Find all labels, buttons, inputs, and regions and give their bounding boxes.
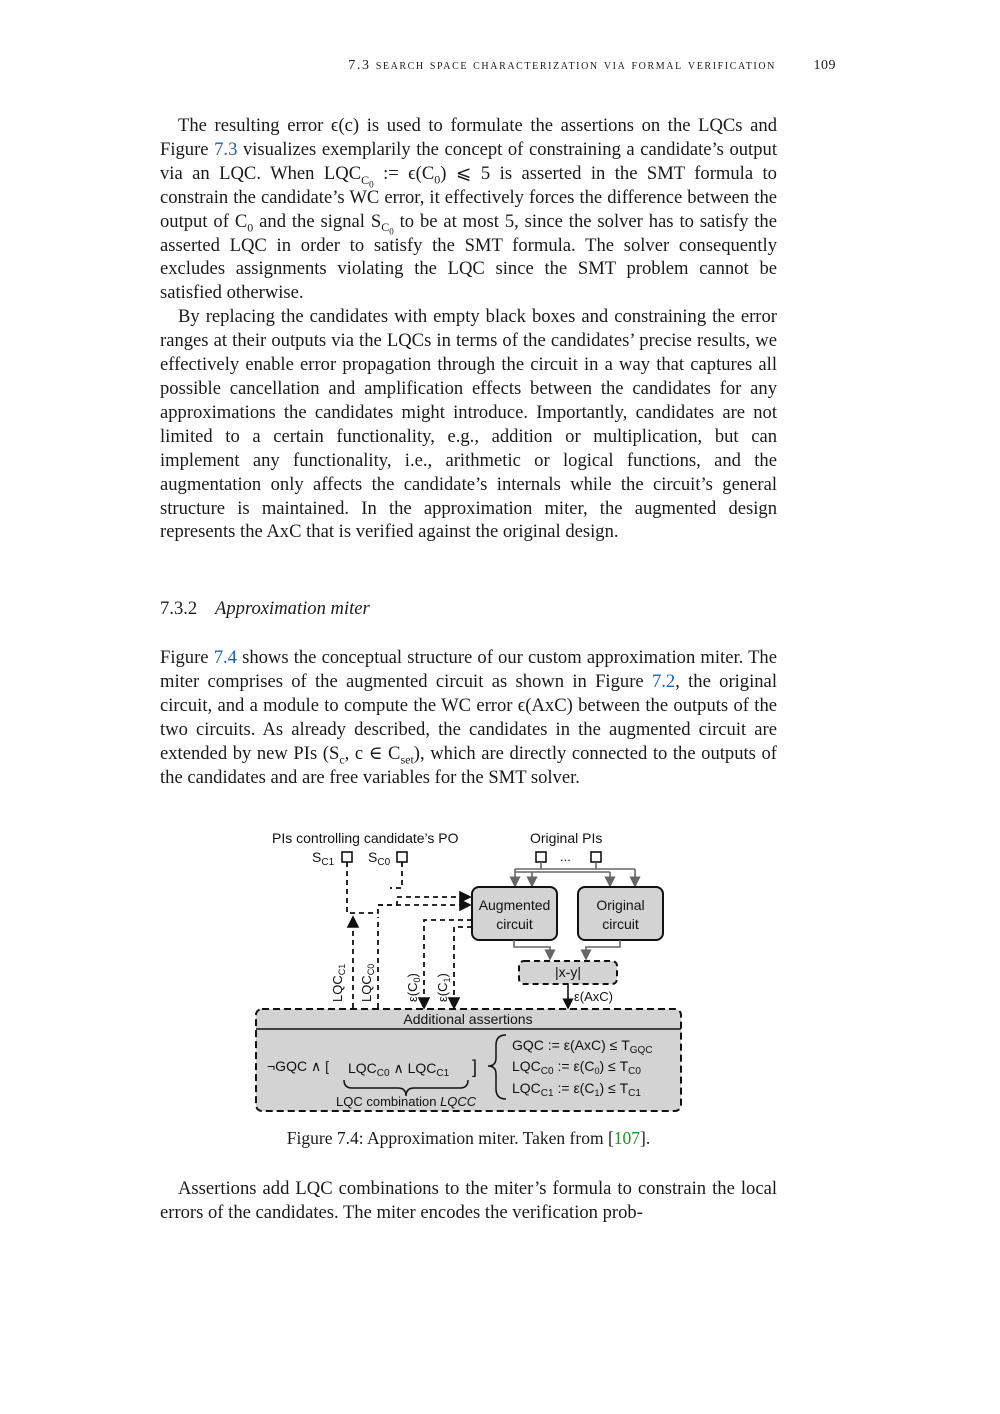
paragraph-1: The resulting error ϵ(c) is used to formulate the assertions on the LQCs and Figure 7.3 visualizes exemplarily the concept of constraining a candidate’s output via an LQC. When $LQC_{C_0}$ := $\epsilon(C_0)$ ⩽ 5 is asserted in the SMT formula to constrain the candidate’s WC error, it effectively forces the difference between the output of $C_0$ and the signal $S_{C_0}$ to be at most 5, since the solver has to satisfy the asserted LQC in order to satisfy the SMT formula. The solver consequently excludes assignments violating the LQC since the SMT problem cannot be satisfied otherwise.: [160, 115, 777, 304]
section-number: 7.3.2: [160, 598, 198, 619]
original-label-1: Original: [596, 897, 645, 913]
abs-diff-label: |x-y|: [555, 964, 581, 980]
figure-ref-7-3[interactable]: 7.3: [214, 138, 238, 160]
bracket-close: ]: [472, 1057, 478, 1077]
lqc-combination-label: LQC combination LQCC: [336, 1094, 477, 1109]
neg-gqc-term: ¬GQC ∧ [: [267, 1058, 329, 1074]
original-pi-port-1: [536, 852, 546, 862]
paragraph-3: Figure 7.4 shows the conceptual structure of our custom approximation miter. The miter comprises of the augmented circuit as shown in Figure 7.2, the original circuit, and a module to compute the WC error ϵ(AxC) between the outputs of the two circuits. As already described, the candidates in the augmented circuit are extended by new PIs ($S_c$, c ∈ $C_{set}$), which are directly connected to the outputs of the candidates and are free variables for the SMT solver.: [160, 647, 777, 788]
running-head-title: 7.3 search space characterization via formal verification: [348, 58, 776, 73]
eps-c0-label: $\varepsilon(C_0)$: [405, 973, 422, 1002]
pi-ellipsis: ...: [560, 849, 571, 864]
assertions-title: Additional assertions: [403, 1011, 533, 1027]
body-text-top: [160, 114, 777, 544]
label-pis-controlling: PIs controlling candidate’s PO: [272, 830, 459, 846]
body-text-bottom: [160, 1177, 777, 1225]
citation-107[interactable]: 107: [613, 1128, 641, 1148]
original-label-2: circuit: [602, 916, 639, 932]
section-heading: [160, 598, 370, 620]
sc1-label: $S_{C1}$: [312, 849, 335, 868]
eps-axc-label: ε(AxC): [574, 989, 614, 1004]
lqc-c0-label: $LQC_{C0}$: [359, 963, 376, 1002]
augmented-circuit-box: [472, 887, 557, 940]
paragraph-4: Assertions add LQC combinations to the miter’s formula to constrain the local errors of the candidates. The miter encodes the verification prob-: [160, 1178, 777, 1223]
augmented-label-1: Augmented: [478, 897, 551, 913]
figure-caption: Figure 7.4: Approximation miter. Taken from [107].: [286, 1128, 651, 1148]
figure-ref-7-4[interactable]: 7.4: [213, 647, 237, 668]
sc0-port: [397, 852, 407, 862]
approximation-miter-figure: [250, 826, 690, 1118]
lqc-c1-label: $LQC_{C1}$: [330, 963, 347, 1002]
figure-ref-7-2[interactable]: 7.2: [651, 670, 676, 692]
original-circuit-box: [578, 887, 663, 940]
miter-diagram: [250, 826, 690, 1118]
label-original-pis: Original PIs: [530, 830, 603, 846]
augmented-label-2: circuit: [496, 916, 533, 932]
section-title: Approximation miter: [215, 598, 370, 619]
lqc-c0-definition: $LQC_{C0}$ := $\varepsilon(C_0) \le T_{C0}$: [512, 1058, 641, 1077]
page-number: 109: [813, 58, 836, 73]
original-pi-port-2: [591, 852, 601, 862]
body-text-middle: [160, 646, 777, 789]
lqc-combination-term: $LQC_{C0}$ ∧ $LQC_{C1}$: [348, 1060, 450, 1079]
sc0-label: $S_{C0}$: [368, 849, 391, 868]
running-head: [160, 58, 836, 80]
eps-c1-label: $\varepsilon(C_1)$: [435, 973, 452, 1002]
sc1-port: [342, 852, 352, 862]
lqc-c1-definition: $LQC_{C1}$ := $\varepsilon(C_1) \le T_{C1}$: [512, 1080, 641, 1099]
paragraph-2: By replacing the candidates with empty black boxes and constraining the error ranges at their outputs via the LQCs in terms of the candidates’ precise results, we effectively enable error propagation through the circuit in a way that captures all possible cancellation and amplification effects between the candidates for any approximations the candidates might introduce. Importantly, candidates are not limited to a certain functionality, e.g., addition or multiplication, but can implement any functionality, i.e., arithmetic or logical functions, and the augmentation only affects the candidate’s internals while the circuit’s general structure is maintained. In the approximation miter, the augmented design represents the AxC that is verified against the original design.: [160, 306, 777, 543]
gqc-definition: GQC := $\varepsilon(AxC) \le T_{GQC}$: [512, 1037, 653, 1056]
